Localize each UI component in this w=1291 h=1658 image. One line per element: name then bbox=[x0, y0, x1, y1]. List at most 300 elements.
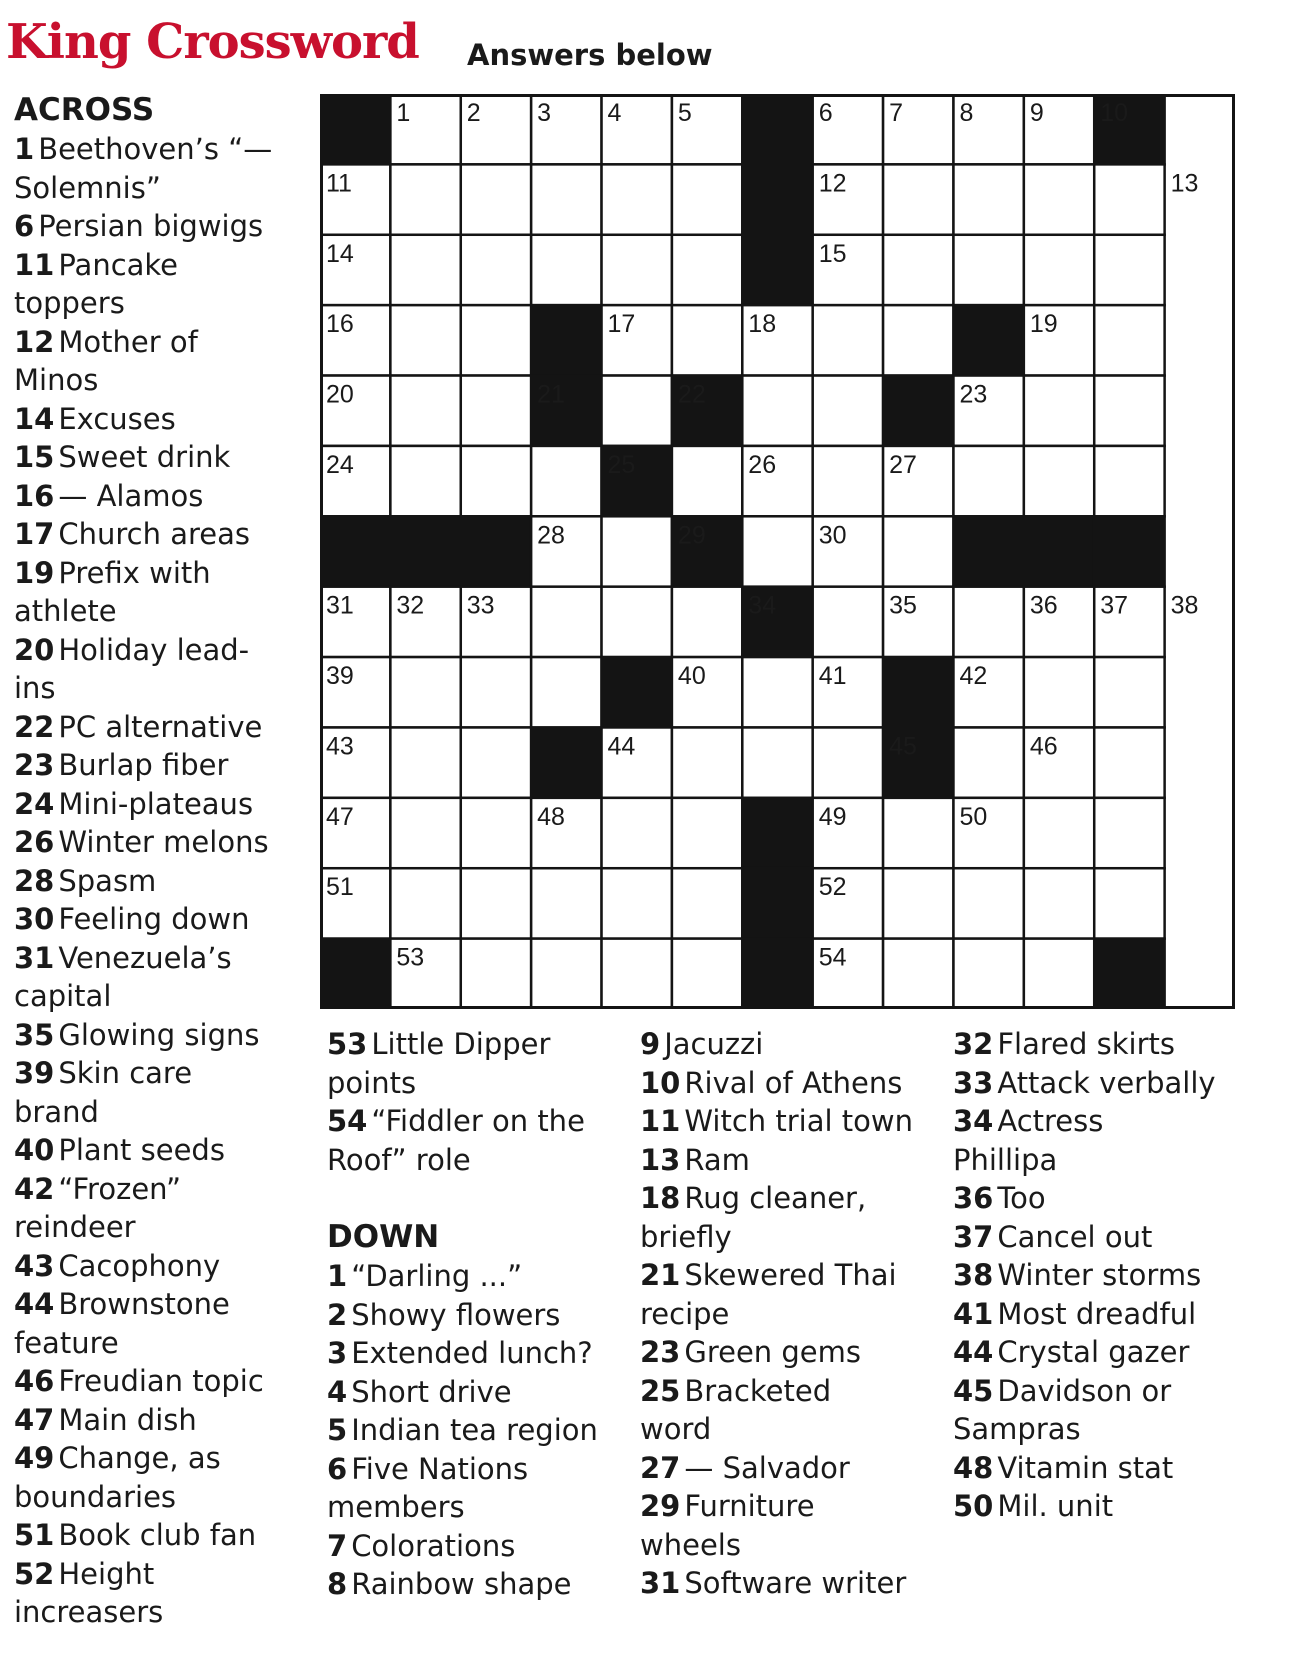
clue-text-continued: word bbox=[640, 1412, 712, 1446]
clue-text: Sweet drink bbox=[58, 440, 231, 474]
down-clue bbox=[327, 1334, 627, 1373]
down-clue bbox=[953, 1372, 1253, 1449]
clue-text: Little Dipper bbox=[371, 1027, 551, 1061]
cell-number: 29 bbox=[677, 521, 706, 550]
cell-number: 2 bbox=[466, 99, 481, 127]
clue-text: Skewered Thai bbox=[684, 1258, 897, 1292]
down-clue bbox=[953, 1218, 1253, 1257]
grid-cell[interactable] bbox=[602, 939, 672, 1009]
grid-cell[interactable] bbox=[1024, 798, 1094, 868]
across-clue bbox=[14, 1016, 289, 1055]
clue-number: 47 bbox=[14, 1402, 55, 1437]
grid-cell[interactable] bbox=[461, 868, 531, 938]
black-square bbox=[742, 939, 812, 1009]
clue-number: 1 bbox=[14, 132, 35, 166]
clue-number: 43 bbox=[14, 1248, 55, 1283]
cell-number: 3 bbox=[537, 99, 552, 127]
clue-number: 27 bbox=[640, 1450, 681, 1485]
black-square bbox=[742, 235, 812, 305]
clue-number: 52 bbox=[14, 1556, 55, 1591]
cell-number: 32 bbox=[396, 591, 425, 620]
cell-number: 53 bbox=[396, 943, 425, 972]
clue-number: 35 bbox=[14, 1017, 55, 1052]
grid-cell[interactable] bbox=[531, 587, 601, 657]
grid-cell[interactable] bbox=[461, 939, 531, 1009]
down-clue bbox=[640, 1102, 940, 1141]
clue-text: Spasm bbox=[58, 863, 157, 898]
clue-text: — Alamos bbox=[58, 478, 204, 513]
cell-number: 13 bbox=[1170, 169, 1199, 198]
grid-cell[interactable] bbox=[1094, 164, 1164, 234]
clue-text: Cancel out bbox=[997, 1219, 1153, 1254]
down-heading: DOWN bbox=[327, 1219, 440, 1255]
clue-number: 18 bbox=[640, 1181, 681, 1215]
cell-number: 28 bbox=[537, 521, 565, 550]
cell-number: 21 bbox=[537, 380, 565, 409]
clue-number: 45 bbox=[953, 1373, 994, 1408]
clue-text: Freudian topic bbox=[58, 1364, 264, 1398]
clue-text-continued: points bbox=[327, 1065, 417, 1100]
across-clue bbox=[14, 554, 289, 631]
across-clue bbox=[14, 207, 289, 246]
clue-text-continued: ins bbox=[14, 671, 56, 705]
down-clue bbox=[640, 1487, 940, 1564]
grid-cell[interactable] bbox=[672, 587, 742, 657]
grid-cell[interactable] bbox=[461, 164, 531, 234]
grid-cell[interactable] bbox=[742, 376, 812, 446]
grid-cell[interactable] bbox=[1094, 446, 1164, 516]
cell-number: 52 bbox=[818, 873, 847, 902]
clue-number: 51 bbox=[14, 1518, 55, 1552]
grid-cell[interactable] bbox=[953, 939, 1023, 1009]
grid-cell[interactable] bbox=[1024, 868, 1094, 938]
clue-text: Jacuzzi bbox=[664, 1027, 764, 1061]
grid-cell[interactable] bbox=[461, 376, 531, 446]
clue-number: 39 bbox=[14, 1056, 55, 1090]
black-square bbox=[883, 657, 953, 727]
grid-cell[interactable] bbox=[531, 446, 601, 516]
clue-text: Skin care bbox=[58, 1056, 193, 1090]
grid-cell[interactable] bbox=[883, 516, 953, 586]
cell-number: 46 bbox=[1029, 732, 1058, 761]
grid-cell[interactable] bbox=[461, 657, 531, 727]
clue-text: Rainbow shape bbox=[351, 1567, 572, 1601]
grid-cell[interactable] bbox=[531, 164, 601, 234]
black-square bbox=[531, 305, 601, 375]
clue-number: 31 bbox=[14, 940, 55, 975]
grid-cell[interactable] bbox=[461, 305, 531, 375]
grid-cell[interactable] bbox=[390, 798, 460, 868]
grid-cell[interactable] bbox=[1094, 657, 1164, 727]
down-clue bbox=[640, 1333, 940, 1372]
grid-cell[interactable] bbox=[672, 305, 742, 375]
across-clue bbox=[14, 939, 289, 1016]
across-clue bbox=[14, 400, 289, 439]
clue-text: Change, as bbox=[58, 1441, 221, 1475]
cell-number: 12 bbox=[818, 169, 847, 198]
grid-cell[interactable] bbox=[672, 235, 742, 305]
grid-cell[interactable] bbox=[390, 657, 460, 727]
clue-text-continued: reindeer bbox=[14, 1210, 136, 1244]
down-clue bbox=[327, 1296, 627, 1335]
cell-number: 24 bbox=[326, 450, 354, 479]
down-clue bbox=[327, 1411, 627, 1450]
cell-number: 27 bbox=[889, 450, 917, 479]
clue-number: 37 bbox=[953, 1219, 994, 1254]
grid-cell[interactable] bbox=[813, 305, 883, 375]
clue-number: 40 bbox=[14, 1133, 55, 1167]
grid-cell[interactable] bbox=[813, 446, 883, 516]
down-clue bbox=[953, 1179, 1253, 1218]
cell-number: 18 bbox=[748, 310, 777, 339]
clue-text-continued: Phillipa bbox=[953, 1142, 1058, 1177]
grid-cell[interactable] bbox=[461, 235, 531, 305]
clue-number: 26 bbox=[14, 825, 55, 859]
clue-number: 53 bbox=[327, 1027, 368, 1061]
clue-number: 32 bbox=[953, 1027, 994, 1061]
grid-cell[interactable] bbox=[883, 305, 953, 375]
grid-cell[interactable] bbox=[1024, 939, 1094, 1009]
clue-text: Bracketed bbox=[684, 1373, 832, 1408]
clue-number: 33 bbox=[953, 1065, 994, 1100]
clue-text: Attack verbally bbox=[997, 1065, 1216, 1100]
clue-text: Book club fan bbox=[58, 1518, 257, 1552]
clue-text-continued: recipe bbox=[640, 1296, 730, 1331]
cell-number: 25 bbox=[607, 450, 636, 479]
clue-text-continued: Solemnis” bbox=[14, 170, 161, 205]
across-clue bbox=[14, 900, 289, 939]
clue-text: Brownstone bbox=[58, 1287, 230, 1321]
cell-number: 41 bbox=[818, 662, 847, 691]
black-square bbox=[742, 94, 812, 164]
grid-cell[interactable] bbox=[742, 657, 812, 727]
grid-cell[interactable] bbox=[461, 798, 531, 868]
grid-cell[interactable] bbox=[742, 727, 812, 797]
crossword-grid bbox=[320, 94, 1235, 1009]
clue-number: 11 bbox=[14, 247, 55, 282]
clue-text: Ram bbox=[684, 1142, 750, 1177]
grid-cell[interactable] bbox=[390, 235, 460, 305]
black-square bbox=[390, 516, 460, 586]
clue-text: Indian tea region bbox=[351, 1413, 598, 1447]
cell-number: 45 bbox=[889, 732, 917, 761]
clue-text: Too bbox=[997, 1181, 1046, 1215]
grid-cell[interactable] bbox=[1094, 798, 1164, 868]
grid-cell[interactable] bbox=[672, 939, 742, 1009]
clue-text: “Fiddler on the bbox=[371, 1104, 585, 1138]
clue-number: 44 bbox=[14, 1287, 55, 1321]
cell-number: 14 bbox=[326, 239, 354, 268]
grid-cell[interactable] bbox=[672, 446, 742, 516]
grid-cell[interactable] bbox=[672, 868, 742, 938]
clue-text: Church areas bbox=[58, 517, 250, 551]
cell-number: 30 bbox=[818, 521, 847, 550]
grid-cell[interactable] bbox=[1024, 446, 1094, 516]
grid-cell[interactable] bbox=[953, 235, 1023, 305]
grid-cell[interactable] bbox=[390, 868, 460, 938]
clue-number: 8 bbox=[327, 1567, 348, 1601]
section-spacer bbox=[327, 1179, 627, 1217]
grid-cell[interactable] bbox=[742, 516, 812, 586]
grid-cell[interactable] bbox=[1024, 164, 1094, 234]
grid-cell[interactable] bbox=[390, 305, 460, 375]
black-square bbox=[461, 516, 531, 586]
clue-number: 46 bbox=[14, 1364, 55, 1398]
grid-cell[interactable] bbox=[531, 657, 601, 727]
grid-cell[interactable] bbox=[531, 939, 601, 1009]
grid-cell[interactable] bbox=[1094, 868, 1164, 938]
cell-number: 19 bbox=[1029, 310, 1058, 339]
black-square bbox=[320, 939, 390, 1009]
clue-text: Mini-plateaus bbox=[58, 786, 254, 821]
cell-number: 48 bbox=[537, 802, 565, 831]
clue-text: Pancake bbox=[58, 247, 179, 282]
clue-text: Prefix with bbox=[58, 555, 211, 590]
clue-text: Furniture bbox=[684, 1489, 815, 1523]
across-clue bbox=[14, 862, 289, 901]
black-square bbox=[320, 94, 390, 164]
black-square bbox=[953, 305, 1023, 375]
down-clue bbox=[327, 1450, 627, 1527]
grid-cell[interactable] bbox=[953, 727, 1023, 797]
grid-svg bbox=[320, 94, 1235, 1009]
clue-text: Green gems bbox=[684, 1335, 862, 1369]
clue-text: Beethoven’s “— bbox=[38, 132, 273, 166]
grid-cell[interactable] bbox=[953, 868, 1023, 938]
clue-number: 12 bbox=[14, 324, 55, 359]
clue-text: Winter melons bbox=[58, 825, 269, 859]
cell-number: 39 bbox=[326, 662, 354, 691]
grid-cell[interactable] bbox=[1024, 235, 1094, 305]
grid-cell[interactable] bbox=[1024, 376, 1094, 446]
grid-cell[interactable] bbox=[602, 587, 672, 657]
grid-cell[interactable] bbox=[390, 376, 460, 446]
grid-cell[interactable] bbox=[883, 868, 953, 938]
across-clue bbox=[14, 1401, 289, 1440]
clue-number: 20 bbox=[14, 632, 55, 667]
cell-number: 36 bbox=[1029, 591, 1058, 620]
clue-column-4 bbox=[953, 1025, 1253, 1526]
clue-number: 16 bbox=[14, 478, 55, 513]
across-clue bbox=[14, 1054, 289, 1131]
cell-number: 42 bbox=[959, 662, 988, 691]
black-square bbox=[742, 868, 812, 938]
clue-text: Height bbox=[58, 1556, 155, 1591]
clue-number: 29 bbox=[640, 1489, 681, 1523]
black-square bbox=[742, 798, 812, 868]
down-clue bbox=[640, 1256, 940, 1333]
across-clue bbox=[14, 438, 289, 477]
clue-text: Davidson or bbox=[997, 1373, 1172, 1408]
black-square bbox=[531, 727, 601, 797]
clue-text: Actress bbox=[997, 1104, 1104, 1138]
cell-number: 37 bbox=[1100, 591, 1129, 620]
grid-cell[interactable] bbox=[461, 727, 531, 797]
down-clue bbox=[327, 1373, 627, 1412]
across-clue bbox=[14, 1285, 289, 1362]
cell-number: 54 bbox=[818, 943, 847, 972]
clue-number: 19 bbox=[14, 555, 55, 590]
grid-cell[interactable] bbox=[531, 868, 601, 938]
clue-text-continued: Roof” role bbox=[327, 1142, 471, 1177]
grid-cell[interactable] bbox=[602, 516, 672, 586]
clue-text-continued: increasers bbox=[14, 1595, 164, 1629]
clue-text: Most dreadful bbox=[997, 1296, 1197, 1331]
clue-text: Short drive bbox=[351, 1374, 512, 1409]
clue-text: Witch trial town bbox=[684, 1104, 913, 1138]
down-clue bbox=[640, 1141, 940, 1180]
across-clue bbox=[14, 477, 289, 516]
grid-cell[interactable] bbox=[883, 164, 953, 234]
grid-cell[interactable] bbox=[883, 798, 953, 868]
clue-text: Rival of Athens bbox=[684, 1065, 903, 1100]
clue-text: Rug cleaner, bbox=[684, 1181, 867, 1215]
cell-number: 43 bbox=[326, 732, 354, 761]
clue-number: 49 bbox=[14, 1441, 55, 1475]
grid-cell[interactable] bbox=[602, 235, 672, 305]
grid-cell[interactable] bbox=[390, 727, 460, 797]
clue-column-3 bbox=[640, 1025, 940, 1603]
down-clue bbox=[640, 1564, 940, 1603]
cell-number: 1 bbox=[396, 99, 411, 127]
across-clue bbox=[14, 1362, 289, 1401]
grid-cell[interactable] bbox=[602, 376, 672, 446]
grid-cell[interactable] bbox=[1094, 727, 1164, 797]
grid-cell[interactable] bbox=[883, 235, 953, 305]
across-clue bbox=[14, 246, 289, 323]
down-clue bbox=[953, 1295, 1253, 1334]
grid-cell[interactable] bbox=[813, 587, 883, 657]
clue-text-continued: wheels bbox=[640, 1527, 741, 1562]
grid-cell[interactable] bbox=[602, 798, 672, 868]
clue-text: “Darling ...” bbox=[351, 1259, 523, 1293]
clue-number: 24 bbox=[14, 786, 55, 821]
grid-cell[interactable] bbox=[953, 164, 1023, 234]
cell-number: 16 bbox=[326, 310, 354, 339]
cell-number: 10 bbox=[1100, 99, 1129, 127]
clue-number: 25 bbox=[640, 1373, 681, 1408]
clue-number: 11 bbox=[640, 1104, 681, 1138]
clue-number: 2 bbox=[327, 1297, 348, 1332]
grid-cell[interactable] bbox=[953, 446, 1023, 516]
cell-number: 26 bbox=[748, 450, 777, 479]
clue-number: 14 bbox=[14, 401, 55, 436]
clue-number: 17 bbox=[14, 517, 55, 551]
cell-number: 17 bbox=[607, 310, 636, 339]
clue-number: 7 bbox=[327, 1528, 348, 1563]
black-square bbox=[1024, 516, 1094, 586]
clue-text: PC alternative bbox=[58, 709, 263, 744]
clue-column-1 bbox=[14, 90, 289, 1632]
clue-text-continued: boundaries bbox=[14, 1479, 177, 1514]
clue-text: Mother of bbox=[58, 324, 198, 359]
across-clue bbox=[14, 1516, 289, 1555]
across-clue bbox=[14, 708, 289, 747]
clue-text: Showy flowers bbox=[351, 1297, 561, 1332]
clue-number: 10 bbox=[640, 1065, 681, 1100]
clue-text: Flared skirts bbox=[997, 1027, 1175, 1061]
clue-text: Plant seeds bbox=[58, 1133, 225, 1167]
clue-number: 42 bbox=[14, 1171, 55, 1206]
clue-text-continued: athlete bbox=[14, 594, 117, 628]
clue-text: — Salvador bbox=[684, 1450, 850, 1485]
down-clue bbox=[640, 1372, 940, 1449]
grid-cell[interactable] bbox=[672, 727, 742, 797]
black-square bbox=[602, 657, 672, 727]
clue-number: 21 bbox=[640, 1258, 681, 1292]
black-square bbox=[953, 516, 1023, 586]
grid-cell[interactable] bbox=[672, 164, 742, 234]
clue-text: Colorations bbox=[351, 1528, 516, 1563]
clue-text: Persian bigwigs bbox=[38, 209, 264, 243]
clue-text: Five Nations bbox=[351, 1451, 529, 1486]
clue-number: 13 bbox=[640, 1142, 681, 1177]
grid-cell[interactable] bbox=[813, 727, 883, 797]
grid-cell[interactable] bbox=[531, 235, 601, 305]
across-clue bbox=[14, 1439, 289, 1516]
clue-text-continued: members bbox=[327, 1490, 465, 1524]
cell-number: 40 bbox=[677, 662, 706, 691]
clue-number: 9 bbox=[640, 1027, 661, 1061]
grid-cell[interactable] bbox=[813, 376, 883, 446]
clue-text-continued: brand bbox=[14, 1094, 99, 1129]
grid-cell[interactable] bbox=[390, 164, 460, 234]
across-clue bbox=[327, 1025, 627, 1102]
clue-number: 34 bbox=[953, 1104, 994, 1138]
grid-cell[interactable] bbox=[390, 446, 460, 516]
cell-number: 8 bbox=[959, 99, 974, 127]
clue-number: 48 bbox=[953, 1450, 994, 1485]
grid-cell[interactable] bbox=[1094, 235, 1164, 305]
clue-text: Crystal gazer bbox=[997, 1335, 1190, 1369]
clue-text: Vitamin stat bbox=[997, 1450, 1174, 1485]
down-clue bbox=[953, 1025, 1253, 1064]
down-clue bbox=[953, 1256, 1253, 1295]
clue-number: 6 bbox=[327, 1451, 348, 1486]
clue-number: 22 bbox=[14, 709, 55, 744]
clue-number: 5 bbox=[327, 1413, 348, 1447]
clue-text: Excuses bbox=[58, 401, 176, 436]
grid-cell[interactable] bbox=[1024, 657, 1094, 727]
clue-text-continued: Sampras bbox=[953, 1412, 1081, 1446]
cell-number: 15 bbox=[818, 239, 847, 268]
cell-number: 22 bbox=[677, 380, 706, 409]
clue-text-continued: Minos bbox=[14, 363, 99, 397]
down-clue bbox=[640, 1179, 940, 1256]
cell-number: 20 bbox=[326, 380, 354, 409]
cell-number: 47 bbox=[326, 802, 354, 831]
grid-cell[interactable] bbox=[953, 587, 1023, 657]
black-square bbox=[883, 376, 953, 446]
grid-cell[interactable] bbox=[672, 798, 742, 868]
down-clue bbox=[327, 1257, 627, 1296]
down-clue bbox=[953, 1449, 1253, 1488]
grid-cell[interactable] bbox=[461, 446, 531, 516]
grid-cell[interactable] bbox=[602, 868, 672, 938]
clue-number: 30 bbox=[14, 902, 55, 936]
grid-cell[interactable] bbox=[1094, 305, 1164, 375]
cell-number: 51 bbox=[326, 873, 354, 902]
grid-cell[interactable] bbox=[883, 939, 953, 1009]
across-clue bbox=[14, 1170, 289, 1247]
cell-number: 35 bbox=[889, 591, 917, 620]
across-clue bbox=[14, 785, 289, 824]
clue-text: Main dish bbox=[58, 1402, 197, 1437]
cell-number: 38 bbox=[1170, 591, 1199, 620]
black-square bbox=[1094, 516, 1164, 586]
grid-cell[interactable] bbox=[1094, 376, 1164, 446]
grid-cell[interactable] bbox=[602, 164, 672, 234]
